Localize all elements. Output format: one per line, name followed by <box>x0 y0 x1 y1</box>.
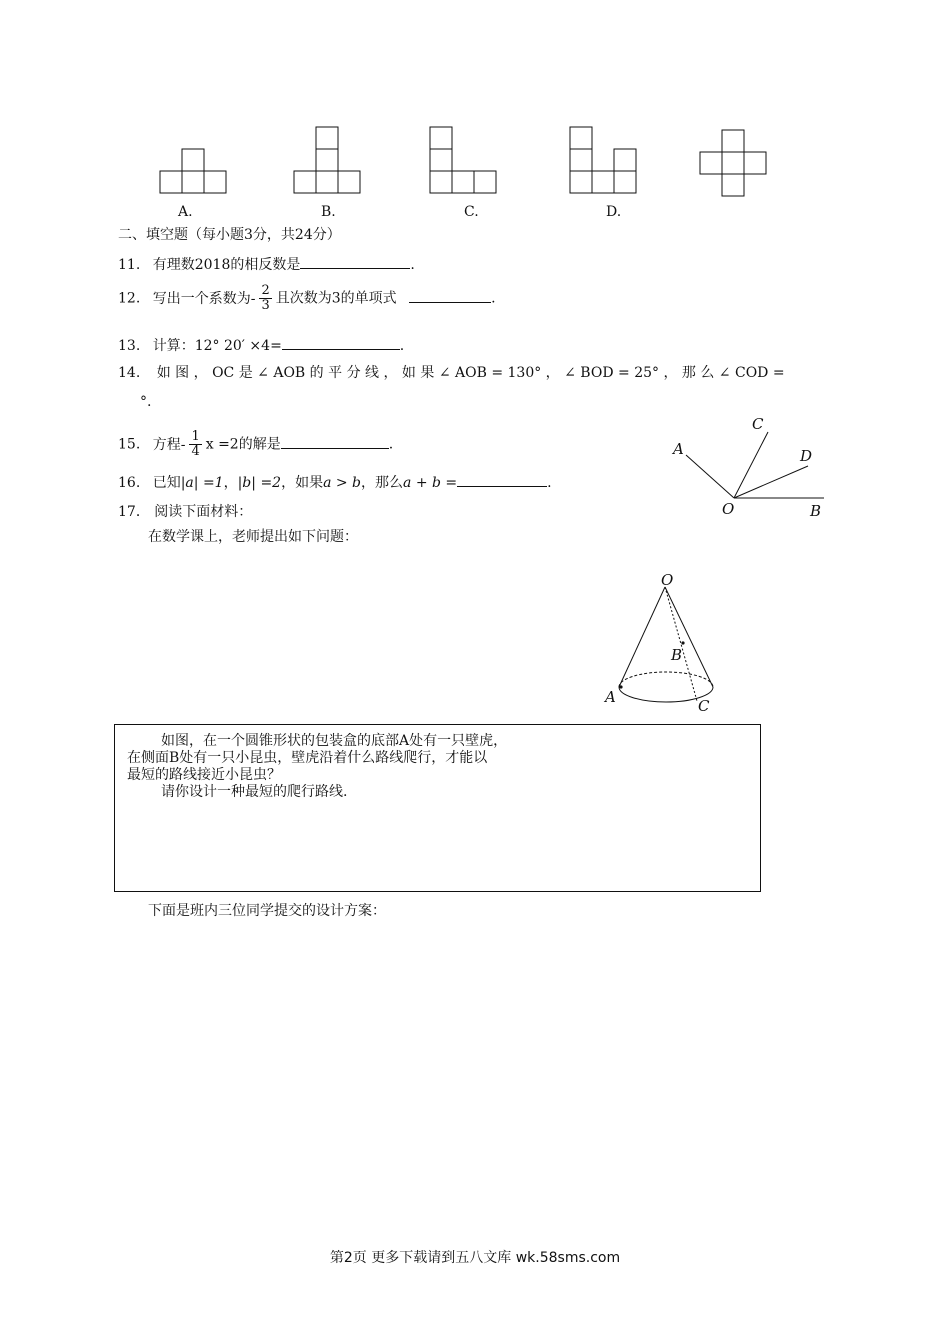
ray-od <box>734 466 808 498</box>
question-text: 方程- <box>152 436 186 453</box>
denominator: 3 <box>261 298 270 313</box>
question-number: 11. <box>118 257 141 273</box>
question-text: 已知 <box>152 475 181 491</box>
question-number: 13. <box>118 338 141 354</box>
numerator: 2 <box>261 283 270 298</box>
question-13 <box>118 336 404 355</box>
question-number: 12. <box>118 290 141 307</box>
answer-blank <box>282 336 400 350</box>
ray-oa <box>686 455 734 498</box>
answer-blank <box>457 473 547 487</box>
section-heading: 二、填空题（每小题3分，共24分） <box>118 227 341 243</box>
answer-blank <box>409 289 491 303</box>
question-text: 如 图 ， OC 是 ∠ AOB 的 平 分 线 ， 如 果 ∠ AOB = 130° ， ∠ BOD = 25° ， 那 么 ∠ COD = <box>156 365 785 381</box>
question-16 <box>118 473 552 492</box>
box-line-1: 如图，在一个圆锥形状的包装盒的底部A处有一只壁虎， <box>161 733 508 749</box>
period: . <box>410 257 415 273</box>
question-title: 阅读下面材料： <box>154 504 253 520</box>
fraction <box>189 430 201 459</box>
separator: ， <box>223 475 238 491</box>
question-text-mid2: ，那么 <box>361 475 404 491</box>
answer-blank <box>281 435 389 449</box>
condition-a: |a| =1 <box>180 475 224 491</box>
question-text: 有理数2018的相反数是 <box>152 257 301 273</box>
label-o: O <box>722 500 735 518</box>
net-d <box>570 127 636 193</box>
question-number: 14. <box>118 365 141 381</box>
question-number: 17． <box>118 504 150 520</box>
condition-b: |b| =2 <box>237 475 282 491</box>
question-number: 15. <box>118 436 141 453</box>
box-line-2: 在侧面B处有一只小昆虫，壁虎沿着什么路线爬行，才能以 <box>127 750 488 766</box>
question-11 <box>118 255 415 274</box>
label-a: A <box>605 688 616 706</box>
net-a <box>160 149 226 193</box>
question-17 <box>118 503 252 521</box>
net-cross <box>700 130 766 196</box>
question-text-tail: x =2的解是 <box>205 436 281 453</box>
angle-figure <box>660 410 840 525</box>
question-14-line2: °. <box>140 394 152 410</box>
box-line-4: 请你设计一种最短的爬行路线. <box>161 784 348 800</box>
point-b <box>681 641 684 644</box>
question-text: 计算：12° 20′ ×4= <box>152 338 282 354</box>
net-label-c: C. <box>464 204 479 220</box>
period: . <box>547 475 552 491</box>
fraction <box>259 284 271 313</box>
period: . <box>388 436 394 453</box>
question-17-intro: 在数学课上，老师提出如下问题： <box>148 529 358 545</box>
net-label-b: B. <box>321 204 336 220</box>
answer-blank <box>300 255 410 269</box>
question-text: 写出一个系数为- <box>152 290 256 307</box>
condition-compare: a > b <box>323 475 362 491</box>
label-b: B <box>671 646 683 664</box>
cone-base-back <box>619 672 713 687</box>
question-number: 16. <box>118 475 141 491</box>
question-text-tail: 且次数为3的单项式 <box>275 290 397 307</box>
point-a <box>619 685 622 688</box>
label-b: B <box>810 502 822 520</box>
ray-oc <box>734 432 768 498</box>
cone-left-edge <box>619 587 665 687</box>
box-line-3: 最短的路线接近小昆虫？ <box>127 767 281 783</box>
question-17-after: 下面是班内三位同学提交的设计方案： <box>148 903 386 919</box>
net-c <box>430 127 496 193</box>
denominator: 4 <box>191 444 200 459</box>
question-text-mid: ，如果 <box>281 475 324 491</box>
period: . <box>399 338 405 354</box>
problem-box <box>114 724 761 892</box>
question-14 <box>118 364 785 382</box>
numerator: 1 <box>191 429 200 444</box>
label-c: C <box>698 697 710 715</box>
label-o: O <box>661 571 674 589</box>
cone-figure <box>595 565 735 715</box>
net-label-d: D. <box>606 204 622 220</box>
expression: a + b = <box>403 475 458 491</box>
period: . <box>491 290 496 307</box>
label-d: D <box>800 447 813 465</box>
page-footer: 第2页 更多下载请到五八文库 wk.58sms.com <box>329 1250 621 1266</box>
question-15 <box>118 430 393 459</box>
question-12 <box>118 284 496 313</box>
label-a: A <box>673 440 684 458</box>
net-label-a: A. <box>178 204 193 220</box>
net-b <box>294 127 360 193</box>
label-c: C <box>752 415 764 433</box>
